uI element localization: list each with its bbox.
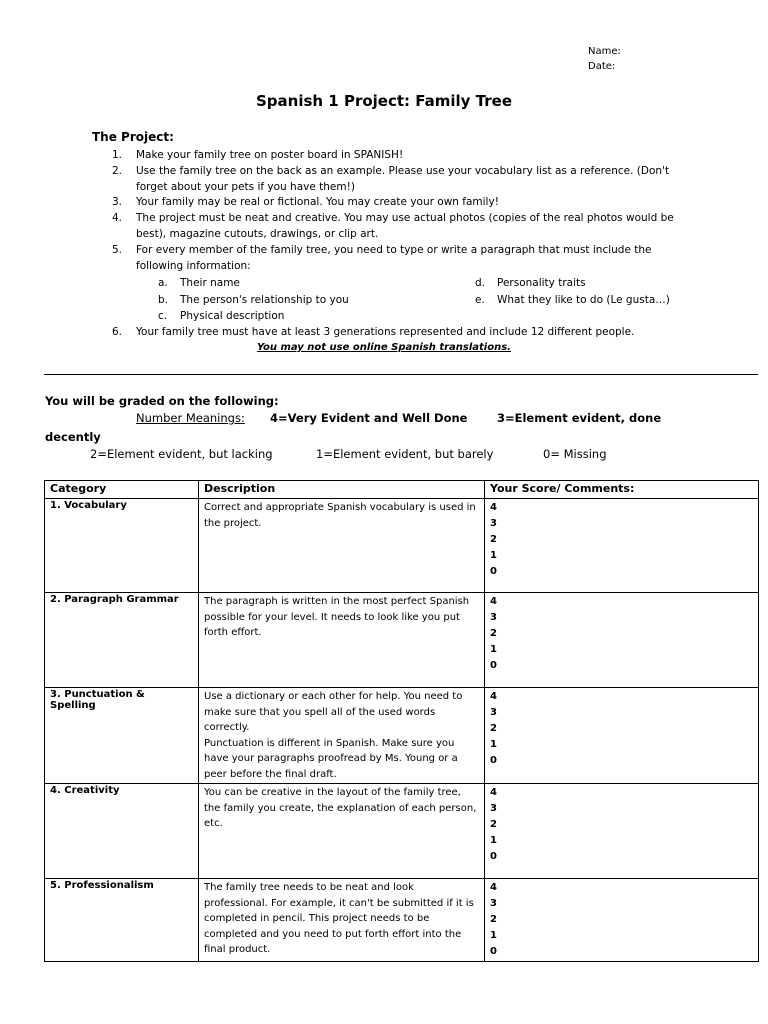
info-letter: d. xyxy=(475,277,486,289)
score-option: 1 xyxy=(490,550,497,561)
score-3-meaning-cont: decently xyxy=(45,430,101,444)
item-text: Your family tree must have at least 3 generations represented and include 12 different people. xyxy=(136,326,635,338)
score-option: 3 xyxy=(490,707,497,718)
score-option: 2 xyxy=(490,819,497,830)
item-text: Your family may be real or fictional. You may create your own family! xyxy=(136,196,499,208)
item-number: 6. xyxy=(112,326,123,338)
score-option: 1 xyxy=(490,930,497,941)
table-row xyxy=(45,784,759,879)
item-text: For every member of the family tree, you need to type or write a paragraph that must include the following information: xyxy=(136,244,652,272)
score-option: 4 xyxy=(490,882,497,893)
category-cell: 2. Paragraph Grammar xyxy=(45,593,199,688)
info-text: What they like to do (Le gusta…) xyxy=(497,294,670,306)
score-option: 0 xyxy=(490,946,497,957)
score-option: 3 xyxy=(490,518,497,529)
translation-warning: You may not use online Spanish translations. xyxy=(257,342,511,353)
score-cell[interactable] xyxy=(485,688,759,784)
score-option: 2 xyxy=(490,914,497,925)
description-part-2: Punctuation is different in Spanish. Make sure you have your paragraphs proofread by Ms. Young or a peer before the final draft. xyxy=(204,737,458,780)
score-option: 0 xyxy=(490,755,497,766)
score-option: 4 xyxy=(490,691,497,702)
date-label: Date: xyxy=(588,61,616,72)
score-option: 4 xyxy=(490,596,497,607)
score-option: 2 xyxy=(490,534,497,545)
name-label: Name: xyxy=(588,46,621,57)
score-1-meaning: 1=Element evident, but barely xyxy=(316,447,494,461)
description-part-1: Use a dictionary or each other for help. You need to make sure that you spell all of the used words correctly. xyxy=(204,691,463,733)
description-cell xyxy=(199,688,485,784)
category-cell: 3. Punctuation & Spelling xyxy=(45,688,199,784)
project-heading: The Project: xyxy=(92,130,174,144)
score-2-meaning: 2=Element evident, but lacking xyxy=(90,447,273,461)
score-cell[interactable] xyxy=(485,499,759,593)
info-text: Physical description xyxy=(180,310,285,322)
score-cell[interactable] xyxy=(485,593,759,688)
score-option: 4 xyxy=(490,502,497,513)
score-option: 3 xyxy=(490,612,497,623)
item-number: 1. xyxy=(112,149,123,161)
table-row xyxy=(45,593,759,688)
info-text: Their name xyxy=(180,277,240,289)
info-text: Personality traits xyxy=(497,277,586,289)
column-header-description: Description xyxy=(199,481,485,499)
info-letter: a. xyxy=(158,277,168,289)
score-option: 0 xyxy=(490,851,497,862)
info-letter: b. xyxy=(158,294,169,306)
score-option: 1 xyxy=(490,739,497,750)
section-divider xyxy=(44,374,758,375)
info-letter: e. xyxy=(475,294,485,306)
item-number: 2. xyxy=(112,165,123,177)
item-text: Make your family tree on poster board in SPANISH! xyxy=(136,149,404,161)
column-header-score: Your Score/ Comments: xyxy=(485,481,759,499)
score-option: 0 xyxy=(490,660,497,671)
description-cell: You can be creative in the layout of the family tree, the family you create, the explanation of each person, etc. xyxy=(199,784,485,879)
score-option: 3 xyxy=(490,898,497,909)
table-row xyxy=(45,688,759,784)
item-text: Use the family tree on the back as an example. Please use your vocabulary list as a reference. (Don't forget about your pets if you have them!) xyxy=(136,165,670,193)
category-cell: 1. Vocabulary xyxy=(45,499,199,593)
page-title: Spanish 1 Project: Family Tree xyxy=(256,92,512,110)
description-cell: The family tree needs to be neat and look professional. For example, it can't be submitted if it is completed in pencil. This project needs to be completed and you need to put forth effort into the final product. xyxy=(199,879,485,962)
score-option: 3 xyxy=(490,803,497,814)
score-option: 1 xyxy=(490,835,497,846)
score-option: 2 xyxy=(490,723,497,734)
description-cell: Correct and appropriate Spanish vocabulary is used in the project. xyxy=(199,499,485,593)
description-cell: The paragraph is written in the most perfect Spanish possible for your level. It needs to look like you put forth effort. xyxy=(199,593,485,688)
table-row xyxy=(45,499,759,593)
score-4-meaning: 4=Very Evident and Well Done xyxy=(270,411,468,425)
score-3-meaning: 3=Element evident, done xyxy=(497,411,662,425)
score-option: 2 xyxy=(490,628,497,639)
info-letter: c. xyxy=(158,310,168,322)
info-text: The person's relationship to you xyxy=(180,294,349,306)
number-meanings-label: Number Meanings: xyxy=(136,411,245,425)
rubric-table xyxy=(44,480,759,962)
score-option: 0 xyxy=(490,566,497,577)
score-option: 4 xyxy=(490,787,497,798)
item-number: 3. xyxy=(112,196,123,208)
score-option: 1 xyxy=(490,644,497,655)
item-number: 5. xyxy=(112,244,123,256)
category-cell: 4. Creativity xyxy=(45,784,199,879)
item-number: 4. xyxy=(112,212,123,224)
table-row xyxy=(45,879,759,962)
category-cell: 5. Professionalism xyxy=(45,879,199,962)
item-text: The project must be neat and creative. You may use actual photos (copies of the real photos would be best), magazine cutouts, drawings, or clip art. xyxy=(136,212,674,240)
score-cell[interactable] xyxy=(485,879,759,962)
grading-heading: You will be graded on the following: xyxy=(45,394,279,408)
score-0-meaning: 0= Missing xyxy=(543,447,607,461)
column-header-category: Category xyxy=(45,481,199,499)
table-header-row xyxy=(45,481,759,499)
score-cell[interactable] xyxy=(485,784,759,879)
